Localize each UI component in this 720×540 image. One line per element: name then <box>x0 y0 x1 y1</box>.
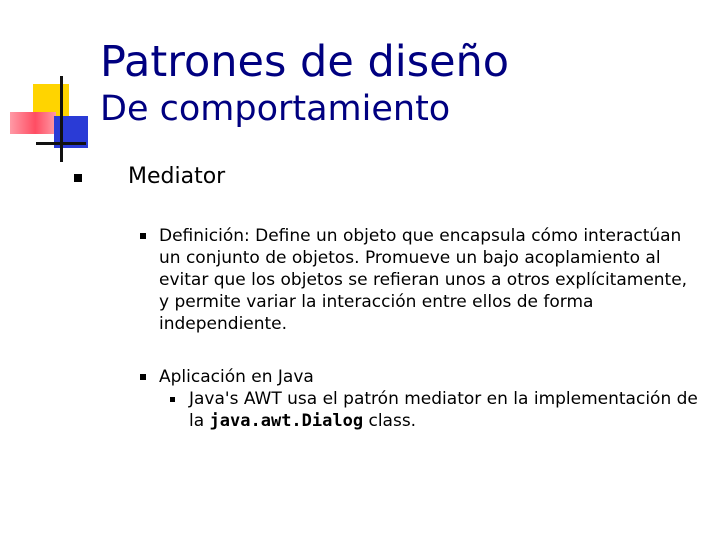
square-bullet-icon <box>140 374 146 380</box>
square-bullet-icon <box>140 233 146 239</box>
slide-title: Patrones de diseño <box>100 37 510 87</box>
logo-vertical-line <box>60 76 63 162</box>
bullet-definition <box>140 225 700 335</box>
title-divider <box>96 151 696 153</box>
application-label: Aplicación en Java <box>159 367 314 387</box>
bullet-example <box>170 388 700 432</box>
example-text-post: class. <box>363 411 417 431</box>
example-text <box>189 388 700 432</box>
bullet-mediator-text: Mediator <box>128 164 226 189</box>
square-bullet-icon <box>170 397 175 402</box>
example-code: java.awt.Dialog <box>209 411 364 431</box>
square-bullet-icon <box>74 174 82 182</box>
slide-logo <box>0 0 90 170</box>
definition-text: Definición: Define un objeto que encapsula cómo interactúan un conjunto de objetos. Promueve un bajo acoplamiento al evitar que los objetos se refieran unos a otros explícitamente, y permite variar la interacción entre ellos de forma independiente. <box>159 226 688 334</box>
logo-horizontal-line <box>36 142 86 145</box>
logo-red-bar <box>10 112 56 134</box>
example-text-pre: Java's AWT usa el patrón mediator en la implementación de la <box>189 389 698 431</box>
bullet-application <box>140 366 700 432</box>
slide-subtitle: De comportamiento <box>100 89 451 129</box>
